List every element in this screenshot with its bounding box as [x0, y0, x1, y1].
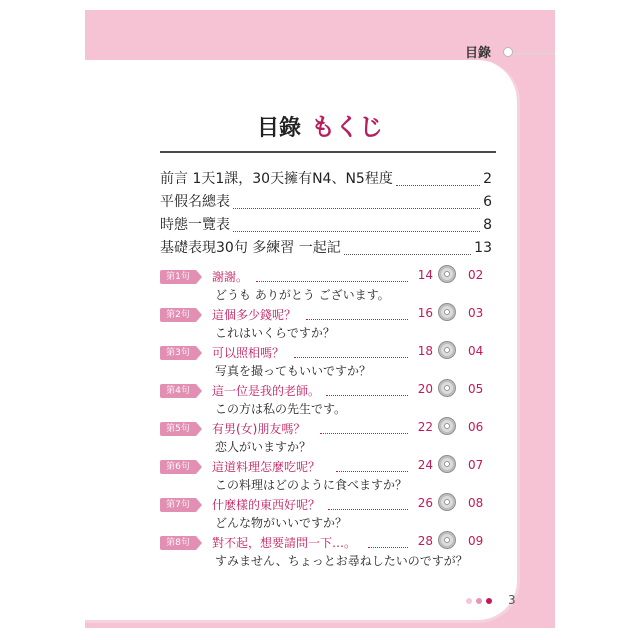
- leader-dots: [233, 207, 480, 209]
- tab-circle-icon: [503, 47, 513, 57]
- section-tab-label: 目錄: [465, 46, 492, 61]
- cd-icon: [438, 265, 456, 283]
- tab-divider: [512, 53, 555, 54]
- lesson-page: 24: [417, 458, 433, 472]
- toc-label: 前言 1天1課，30天擁有N4、N5程度: [160, 171, 393, 187]
- audio-track: 05: [468, 382, 484, 396]
- toc-list: [160, 168, 492, 260]
- leader-dots: [396, 184, 480, 186]
- lesson-badge: 第1句: [160, 270, 196, 284]
- toc-row[interactable]: [160, 237, 492, 260]
- leader-dots: [306, 318, 408, 320]
- dot-icon: [466, 598, 472, 604]
- toc-label: 時態一覽表: [160, 217, 230, 233]
- toc-page: 8: [483, 217, 492, 233]
- lesson-entry[interactable]: [160, 268, 490, 306]
- lesson-title: 謝謝。: [212, 270, 249, 284]
- lesson-page: 16: [417, 306, 433, 320]
- lesson-page: 28: [417, 534, 433, 548]
- lesson-page: 18: [417, 344, 433, 358]
- lesson-title: 這個多少錢呢？: [212, 308, 297, 322]
- cd-icon: [438, 493, 456, 511]
- lesson-entry[interactable]: [160, 306, 490, 344]
- lesson-title: 有男(女)朋友嗎？: [212, 422, 306, 436]
- lesson-page: 26: [417, 496, 433, 510]
- lesson-badge: 第4句: [160, 384, 196, 398]
- cd-icon: [438, 455, 456, 473]
- lesson-title: 對不起，想要請問一下…。: [212, 536, 357, 550]
- lesson-entry[interactable]: [160, 382, 490, 420]
- audio-track: 04: [468, 344, 484, 358]
- page-title: [0, 113, 640, 144]
- leader-dots: [320, 432, 408, 434]
- page-number: 3: [508, 593, 516, 607]
- title-kana: もくじ: [311, 113, 383, 141]
- title-main: 目錄: [256, 116, 301, 141]
- leader-dots: [233, 230, 480, 232]
- lesson-title: 可以照相嗎？: [212, 346, 285, 360]
- lesson-page: 14: [417, 268, 433, 282]
- leader-dots: [368, 546, 408, 548]
- dot-icon: [486, 598, 492, 604]
- audio-track: 03: [468, 306, 484, 320]
- lesson-badge: 第8句: [160, 536, 196, 550]
- lesson-entry[interactable]: [160, 420, 490, 458]
- toc-row[interactable]: [160, 168, 492, 191]
- toc-page: 13: [474, 240, 492, 256]
- audio-track: 07: [468, 458, 484, 472]
- lesson-page: 22: [417, 420, 433, 434]
- toc-label: 基礎表現30句 多練習 一起記: [160, 240, 341, 256]
- lesson-badge: 第2句: [160, 308, 196, 322]
- lesson-entry[interactable]: [160, 496, 490, 534]
- cd-icon: [438, 379, 456, 397]
- japanese-sentence: この料理はどのように食べますか？: [215, 478, 408, 492]
- dot-icon: [476, 598, 482, 604]
- leader-dots: [294, 356, 408, 358]
- lesson-page: 20: [417, 382, 433, 396]
- japanese-sentence: 写真を撮ってもいいですか？: [215, 364, 372, 378]
- leader-dots: [344, 253, 471, 255]
- toc-page: 2: [483, 171, 492, 187]
- japanese-sentence: 恋人がいますか？: [215, 440, 312, 454]
- lesson-entry[interactable]: [160, 344, 490, 382]
- audio-track: 06: [468, 420, 484, 434]
- lesson-badge: 第6句: [160, 460, 196, 474]
- cd-icon: [438, 417, 456, 435]
- audio-track: 09: [468, 534, 484, 548]
- cd-icon: [438, 341, 456, 359]
- toc-label: 平假名總表: [160, 194, 230, 210]
- leader-dots: [326, 394, 408, 396]
- lesson-badge: 第5句: [160, 422, 196, 436]
- japanese-sentence: この方は私の先生です。: [215, 402, 347, 416]
- audio-track: 02: [468, 268, 484, 282]
- cd-icon: [438, 303, 456, 321]
- lesson-badge: 第7句: [160, 498, 196, 512]
- audio-track: 08: [468, 496, 484, 510]
- leader-dots: [328, 508, 408, 510]
- leader-dots: [256, 280, 408, 282]
- japanese-sentence: どうも ありがとう ございます。: [215, 288, 390, 302]
- title-underline: [160, 151, 496, 153]
- japanese-sentence: これはいくらですか？: [215, 326, 335, 340]
- lesson-title: 什麼樣的東西好呢？: [212, 498, 321, 512]
- leader-dots: [336, 470, 408, 472]
- toc-row[interactable]: [160, 214, 492, 237]
- lesson-badge: 第3句: [160, 346, 196, 360]
- lesson-title: 這一位是我的老師。: [212, 384, 321, 398]
- toc-page: 6: [483, 194, 492, 210]
- lesson-entry[interactable]: [160, 458, 490, 496]
- toc-row[interactable]: [160, 191, 492, 214]
- cd-icon: [438, 531, 456, 549]
- japanese-sentence: すみません、ちょっとお尋ねしたいのですが？: [215, 554, 468, 568]
- japanese-sentence: どんな物がいいですか？: [215, 516, 348, 530]
- lesson-entry[interactable]: [160, 534, 490, 572]
- lesson-title: 這道料理怎麼吃呢？: [212, 460, 321, 474]
